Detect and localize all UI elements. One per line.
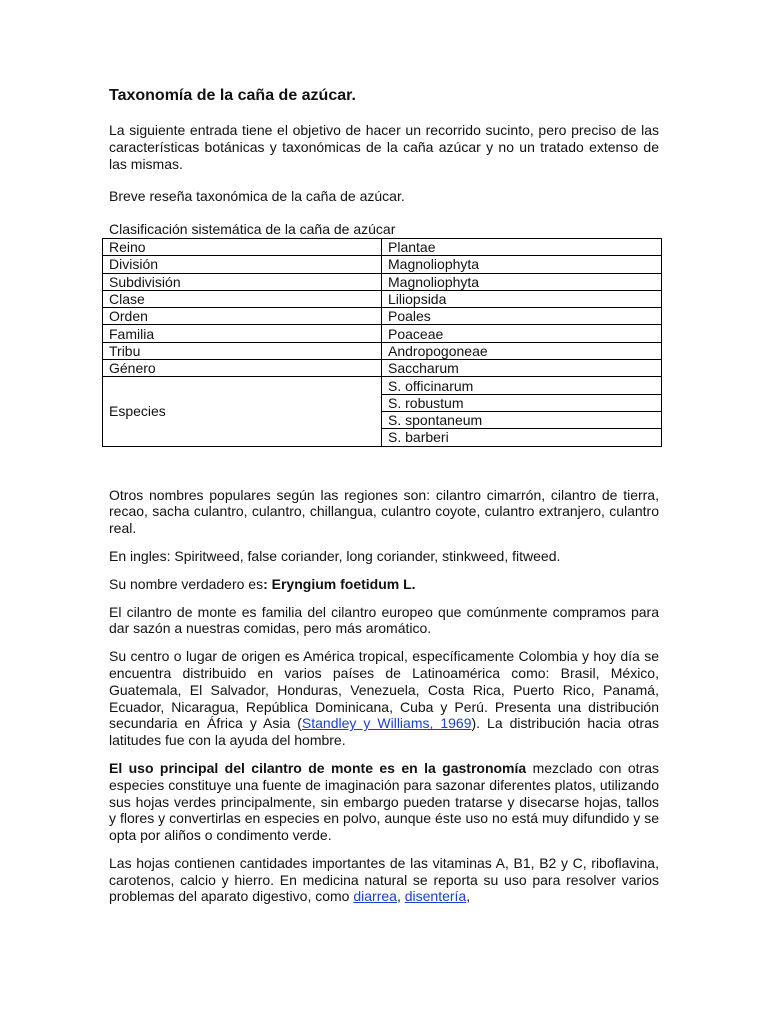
origin-paragraph <box>109 648 659 749</box>
diarrhea-link[interactable]: diarrea <box>353 888 397 905</box>
document-body <box>109 86 659 916</box>
rank-cell: Tribu <box>103 342 382 359</box>
english-names-paragraph: En ingles: Spiritweed, false coriander, long coriander, stinkweed, fitweed. <box>109 547 561 564</box>
table-caption: Clasificación sistemática de la caña de azúcar <box>109 221 396 238</box>
species-cell: S. officinarum <box>382 377 662 394</box>
taxonomy-subheading: Breve reseña taxonómica de la caña de azúcar. <box>109 188 405 205</box>
table-row <box>103 256 662 273</box>
document-title: Taxonomía de la caña de azúcar. <box>109 87 356 104</box>
species-cell: S. spontaneum <box>382 411 662 428</box>
rank-cell: Clase <box>103 290 382 307</box>
family-paragraph: El cilantro de monte es familia del cilantro europeo que comúnmente compramos para dar sazón a nuestras comidas, pero más aromático. <box>109 603 659 637</box>
scientific-name-lead: Su nombre verdadero es <box>109 575 264 592</box>
taxon-cell: Magnoliophyta <box>382 256 662 273</box>
taxon-cell: Andropogoneae <box>382 342 662 359</box>
usage-text: mezclado con otras especies constituye una fuente de imaginación para sazonar diferentes platos, utilizando sus hojas verdes principalmente, sin embargo pueden tratarse y disecarse hojas, tallos y flores y convertirlas en especies en polvo, aunque éste uso no está muy difundido y se opta por aliños o condimento verde. <box>109 759 659 844</box>
table-row <box>103 325 662 342</box>
citation-link[interactable]: Standley y Williams, 1969 <box>301 715 472 732</box>
rank-cell: Familia <box>103 325 382 342</box>
taxon-cell: Plantae <box>382 238 662 255</box>
leaves-text: Las hojas contienen cantidades importantes de las vitaminas A, B1, B2 y C, riboflavina, carotenos, calcio y hierro. En medicina natural se reporta su uso para resolver varios problemas del aparato digestivo, como <box>109 854 659 905</box>
table-row <box>103 360 662 377</box>
taxon-cell: Liliopsida <box>382 290 662 307</box>
rank-cell: Género <box>103 360 382 377</box>
table-row <box>103 273 662 290</box>
origin-text: Su centro o lugar de origen es América tropical, específicamente Colombia y hoy día se encuentra distribuido en varios países de Latinoamérica como: Brasil, México, Guatemala, El Salvador, Honduras, Venezuela, Costa Rica, Puerto Rico, Panamá, Ecuador, Nicaragua, República Dominicana, Cuba y Perú. Presenta una distribución secundaria en África y Asia ( <box>109 648 659 732</box>
rank-cell: Reino <box>103 238 382 255</box>
scientific-name-paragraph <box>109 576 659 593</box>
table-row <box>103 238 662 255</box>
usage-lead-bold: El uso principal del cilantro de monte es en la gastronomía <box>109 759 527 776</box>
taxonomy-table <box>102 238 662 447</box>
species-cell: S. robustum <box>382 394 662 411</box>
taxon-cell: Poales <box>382 308 662 325</box>
table-row <box>103 308 662 325</box>
species-cell: S. barberi <box>382 429 662 446</box>
species-label-cell: Especies <box>103 377 382 446</box>
taxon-cell: Saccharum <box>382 360 662 377</box>
dysentery-link[interactable]: disentería <box>404 888 467 905</box>
table-row <box>103 342 662 359</box>
scientific-name: : Eryngium foetidum L. <box>263 575 416 592</box>
origin-text-end: ). La distribución hacia otras latitudes fue con la ayuda del hombre. <box>109 715 660 749</box>
trailing-comma: , <box>466 888 471 905</box>
table-row <box>103 377 662 394</box>
rank-cell: Subdivisión <box>103 273 382 290</box>
table-row <box>103 290 662 307</box>
taxon-cell: Poaceae <box>382 325 662 342</box>
intro-paragraph: La siguiente entrada tiene el objetivo de hacer un recorrido sucinto, pero preciso de las características botánicas y taxonómicas de la caña azúcar y no un tratado extenso de las mismas. <box>109 122 659 172</box>
rank-cell: Orden <box>103 308 382 325</box>
usage-paragraph <box>109 760 659 844</box>
link-separator: , <box>396 888 405 905</box>
taxon-cell: Magnoliophyta <box>382 273 662 290</box>
rank-cell: División <box>103 256 382 273</box>
popular-names-paragraph: Otros nombres populares según las regiones son: cilantro cimarrón, cilantro de tierra, recao, sacha culantro, culantro, chillangua, culantro coyote, culantro extranjero, culantro real. <box>109 486 659 537</box>
leaves-paragraph <box>109 855 659 905</box>
